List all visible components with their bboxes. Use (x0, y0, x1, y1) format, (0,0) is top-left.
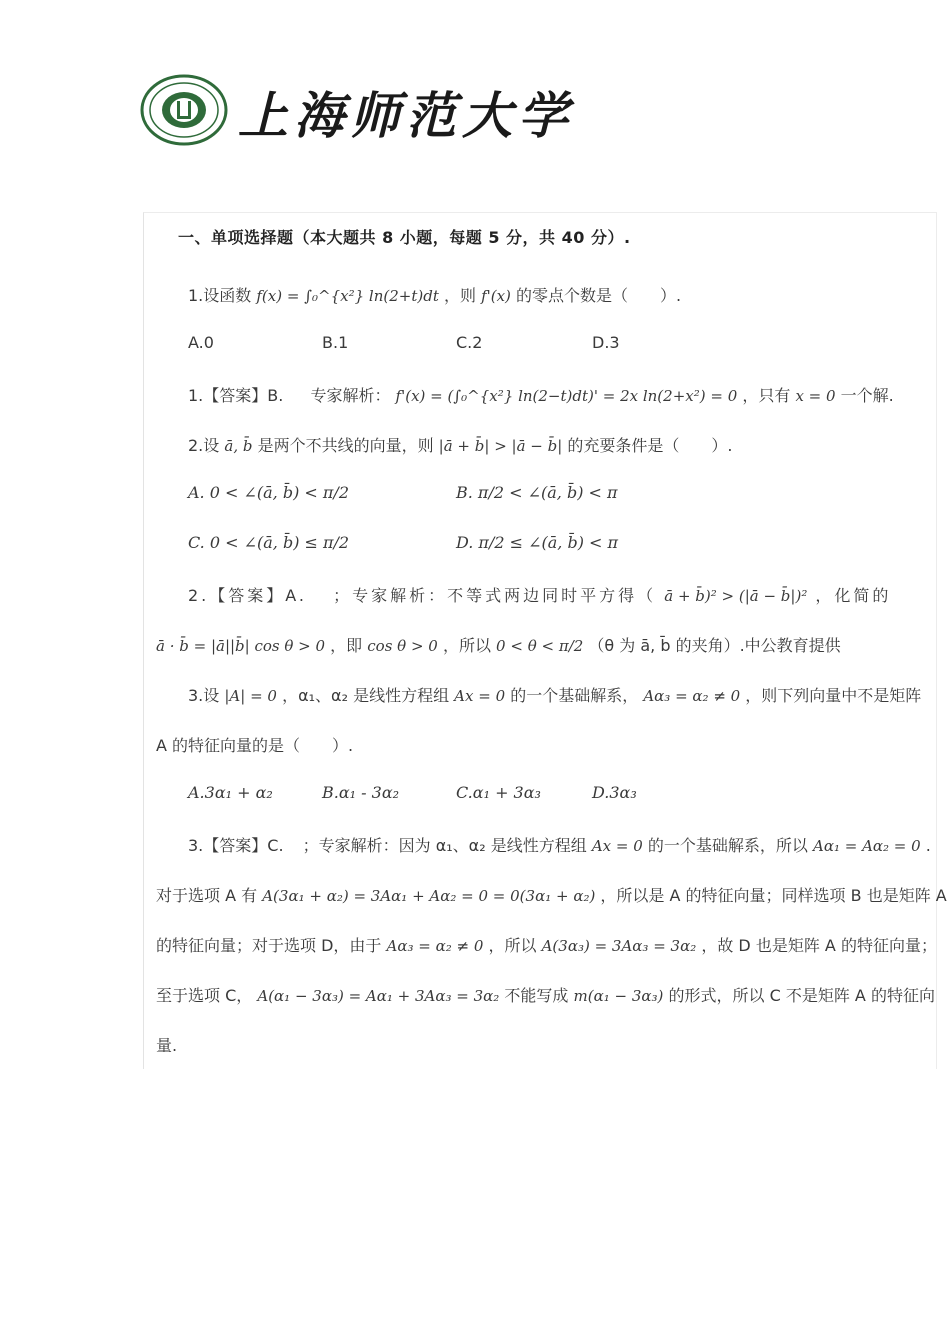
q2-option-b: B. π/2 < ∠(ā, b̄) < π (456, 483, 618, 502)
answer-3-line-1: 3.【答案】C. ；专家解析：因为 α₁、α₂ 是线性方程组 Ax = 0 的一个基础解系，所以 Aα₁ = Aα₂ = 0 . (188, 836, 931, 855)
q1-integral-formula: f(x) = ∫₀^{x²} ln(2+t)dt (256, 287, 439, 305)
q1-option-b: B.1 (322, 333, 349, 352)
university-seal-logo (140, 74, 228, 146)
q2-option-c: C. 0 < ∠(ā, b̄) ≤ π/2 (188, 533, 350, 552)
question-2-stem: 2.设 ā, b̄ 是两个不共线的向量，则 |ā + b̄| > |ā − b̄| 的充要条件是（ ）. (188, 436, 733, 455)
question-3-stem-line-1: 3.设 |A| = 0 ，α₁、α₂ 是线性方程组 Ax = 0 的一个基础解系， Aα₃ = α₂ ≠ 0 ，则下列向量中不是矩阵 (188, 686, 922, 705)
answer-1: 1.【答案】B. 专家解析： f'(x) = (∫₀^{x²} ln(2−t)dt)' = 2x ln(2+x²) = 0 ，只有 x = 0 一个解. (188, 386, 894, 405)
university-name: 上海师范大学 (238, 86, 574, 145)
question-3-stem-line-2: A 的特征向量的是（ ）. (156, 736, 354, 755)
q1-option-c: C.2 (456, 333, 483, 352)
q2-option-a: A. 0 < ∠(ā, b̄) < π/2 (188, 483, 349, 502)
answer-2-line-1: 2.【答案】A. ；专家解析：不等式两边同时平方得（ ā + b̄)² > (|ā − b̄|)² ，化简的 (188, 586, 892, 605)
exam-panel (143, 212, 947, 1069)
answer-3-line-5: 量. (156, 1036, 178, 1055)
q3-option-a: A.3α₁ + α₂ (188, 783, 273, 802)
q3-option-d: D.3α₃ (592, 783, 637, 802)
q2-option-d: D. π/2 ≤ ∠(ā, b̄) < π (456, 533, 619, 552)
answer-3-line-4: 至于选项 C， A(α₁ − 3α₃) = Aα₁ + 3Aα₃ = 3α₂ 不能写成 m(α₁ − 3α₃) 的形式，所以 C 不是矩阵 A 的特征向 (156, 986, 935, 1005)
section-title: 一、单项选择题（本大题共 8 小题，每题 5 分，共 40 分）. (178, 228, 631, 247)
q3-option-c: C.α₁ + 3α₃ (456, 783, 541, 802)
university-header (140, 70, 600, 150)
answer-3-line-2: 对于选项 A 有 A(3α₁ + α₂) = 3Aα₁ + Aα₂ = 0 = 0(3α₁ + α₂) ，所以是 A 的特征向量；同样选项 B 也是矩阵 A (156, 886, 947, 905)
answer-3-line-3: 的特征向量；对于选项 D，由于 Aα₃ = α₂ ≠ 0 ，所以 A(3α₃) = 3Aα₃ = 3α₂ ，故 D 也是矩阵 A 的特征向量； (156, 936, 937, 955)
answer-2-line-2: ā · b̄ = |ā||b̄| cos θ > 0 ，即 cos θ > 0 ，所以 0 < θ < π/2 （θ 为 ā, b̄ 的夹角）.中公教育提供 (156, 636, 841, 655)
q1-option-d: D.3 (592, 333, 620, 352)
question-1-stem: 1.设函数 f(x) = ∫₀^{x²} ln(2+t)dt ，则 f'(x) 的零点个数是（ ）. (188, 286, 682, 305)
q3-option-b: B.α₁ - 3α₂ (322, 783, 400, 802)
q1-option-a: A.0 (188, 333, 214, 352)
